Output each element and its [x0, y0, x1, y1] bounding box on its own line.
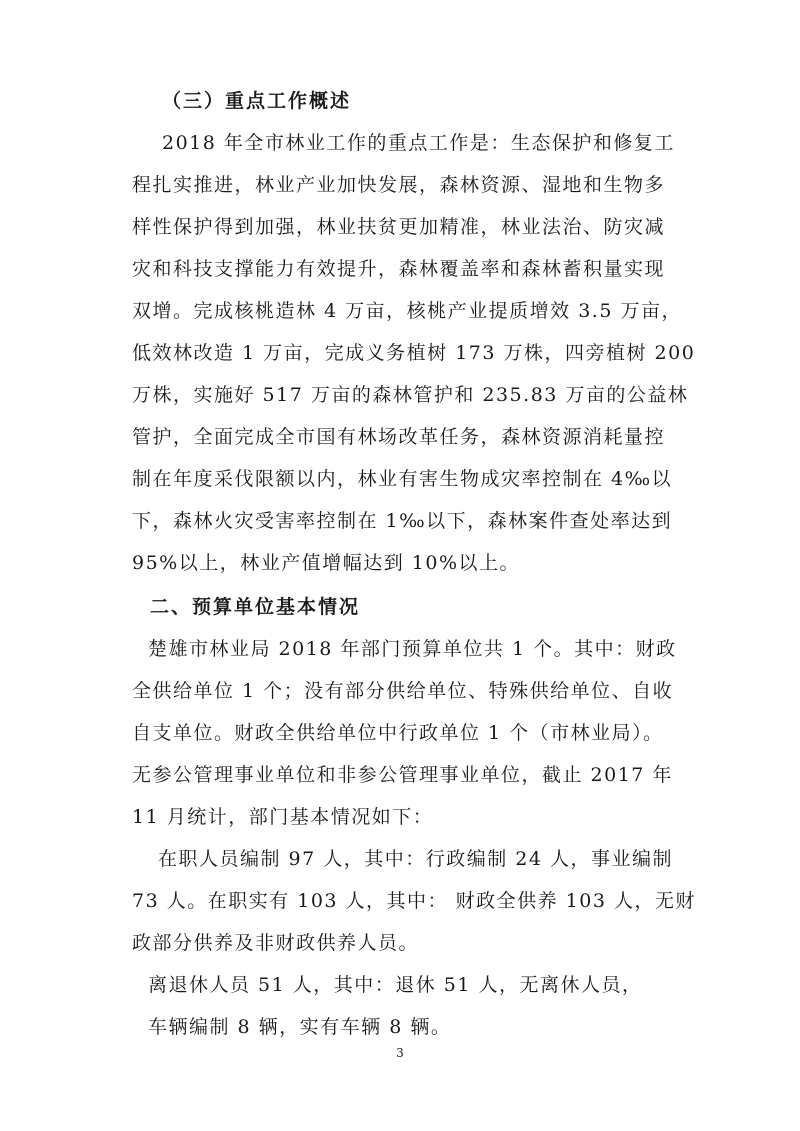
- paragraph-line: 下，森林火灾受害率控制在 1‰以下，森林案件查处率达到: [132, 510, 673, 532]
- paragraph-line: 样性保护得到加强，林业扶贫更加精准，林业法治、防灾减: [132, 216, 666, 238]
- paragraph-line: 11 月统计，部门基本情况如下：: [132, 806, 434, 828]
- paragraph-line: 自支单位。财政全供给单位中行政单位 1 个（市林业局）。: [132, 722, 664, 744]
- paragraph-line: 车辆编制 8 辆，实有车辆 8 辆。: [148, 1016, 452, 1038]
- paragraph-line: 在职人员编制 97 人，其中：行政编制 24 人，事业编制: [158, 848, 674, 870]
- paragraph-line: 万株，实施好 517 万亩的森林管护和 235.83 万亩的公益林: [132, 384, 689, 406]
- paragraph-line: 双增。完成核桃造林 4 万亩，核桃产业提质增效 3.5 万亩，: [132, 300, 682, 322]
- paragraph-line: 低效林改造 1 万亩，完成义务植树 173 万株，四旁植树 200: [132, 342, 696, 364]
- paragraph-line: 灾和科技支撑能力有效提升，森林覆盖率和森林蓄积量实现: [132, 258, 666, 280]
- section-heading: （三）重点工作概述: [162, 90, 352, 112]
- paragraph-line: 政部分供养及非财政供养人员。: [132, 932, 420, 954]
- paragraph-line: 73 人。在职实有 103 人，其中： 财政全供养 103 人，无财: [132, 890, 696, 912]
- paragraph-line: 无参公管理事业单位和非参公管理事业单位，截止 2017 年: [132, 764, 673, 786]
- paragraph-line: 离退休人员 51 人，其中：退休 51 人，无离休人员，: [148, 974, 643, 996]
- page-number: 3: [396, 1046, 404, 1060]
- paragraph-line: 95%以上，林业产值增幅达到 10%以上。: [132, 552, 521, 574]
- paragraph-line: 2018 年全市林业工作的重点工作是：生态保护和修复工: [162, 132, 675, 154]
- paragraph-line: 制在年度采伐限额以内，林业有害生物成灾率控制在 4‰以: [132, 468, 673, 490]
- paragraph-line: 全供给单位 1 个；没有部分供给单位、特殊供给单位、自收: [132, 680, 674, 702]
- chapter-heading: 二、预算单位基本情况: [150, 596, 361, 618]
- paragraph-line: 管护，全面完成全市国有林场改革任务，森林资源消耗量控: [132, 426, 666, 448]
- paragraph-line: 程扎实推进，林业产业加快发展，森林资源、湿地和生物多: [132, 174, 666, 196]
- paragraph-line: 楚雄市林业局 2018 年部门预算单位共 1 个。其中：财政: [148, 638, 677, 660]
